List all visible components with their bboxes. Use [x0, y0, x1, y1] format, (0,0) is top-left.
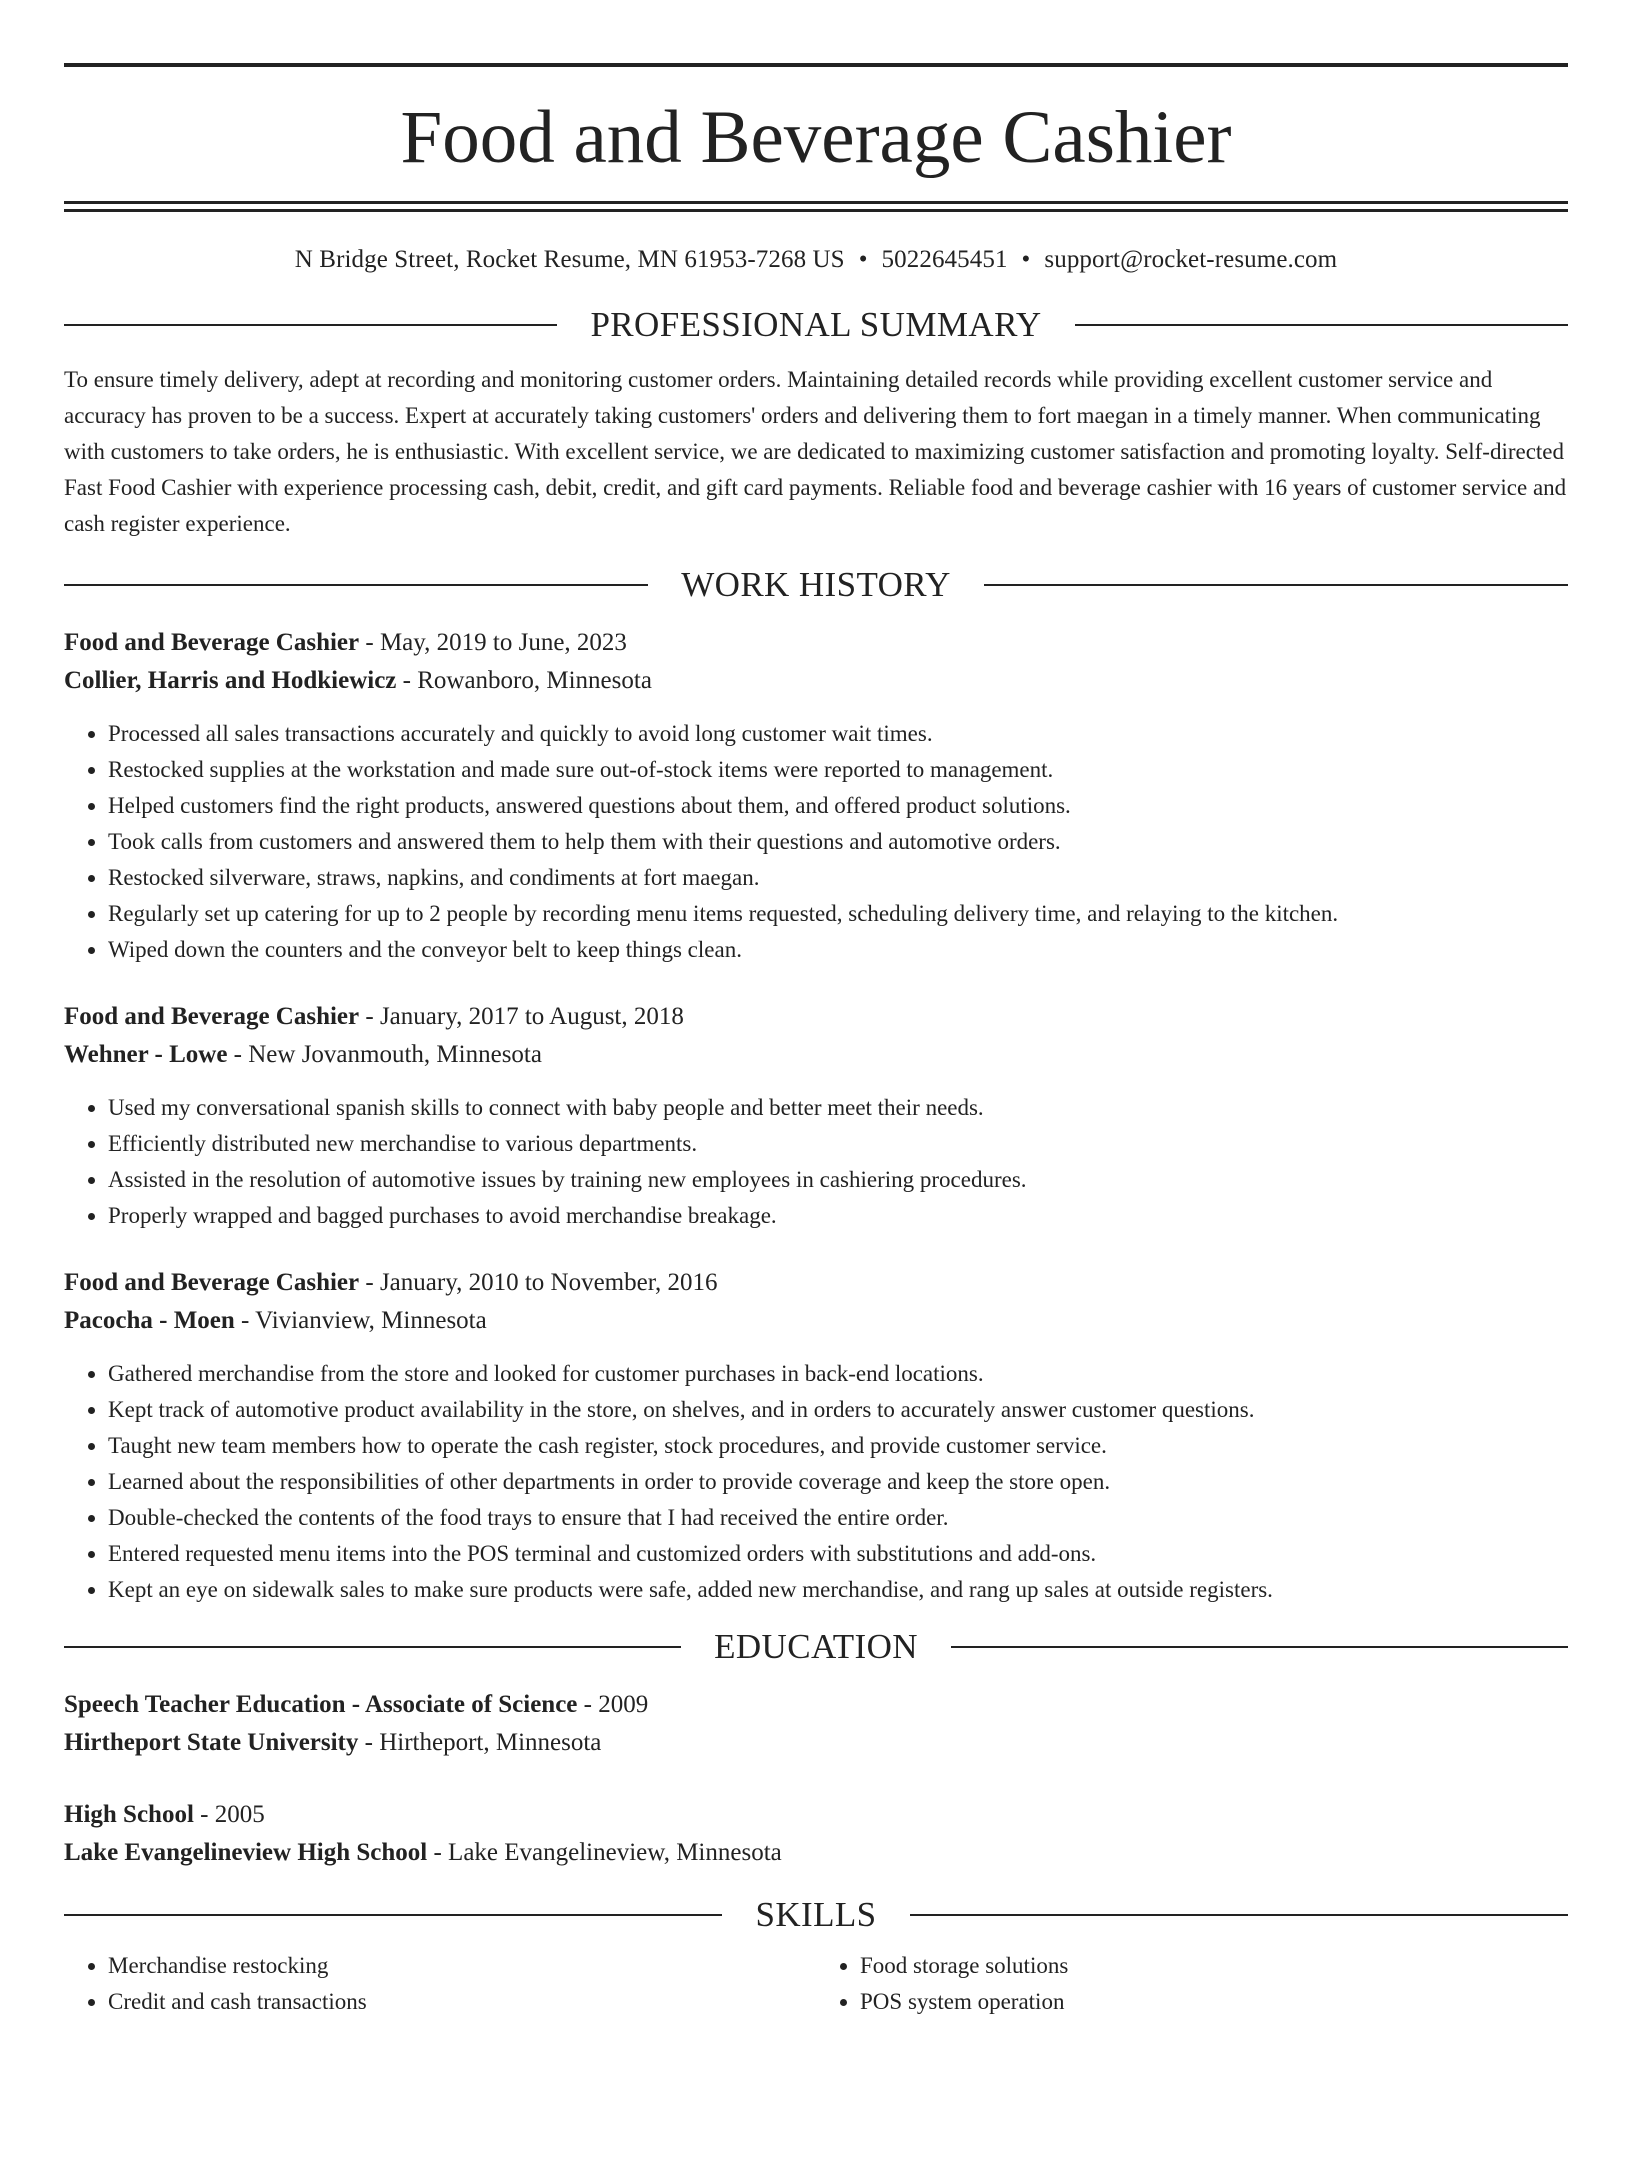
- top-rule: [64, 63, 1568, 67]
- section-heading-work-history: [64, 564, 1568, 606]
- education-degree-line: [64, 1686, 1568, 1724]
- heading-rule-right: [1075, 324, 1568, 326]
- heading-rule-left: [64, 324, 557, 326]
- skills-column-right: [816, 1948, 1568, 2020]
- education-location: - Lake Evangelineview, Minnesota: [427, 1839, 782, 1867]
- list-item: • Assisted in the resolution of automotive issues by training new employees in cashiering procedures.: [108, 1162, 1568, 1198]
- job-dates: - May, 2019 to June, 2023: [359, 629, 627, 657]
- list-item: • Gathered merchandise from the store and looked for customer purchases in back-end locations.: [108, 1356, 1568, 1392]
- job-title: Food and Beverage Cashier: [64, 1003, 360, 1031]
- heading-rule-right: [910, 1914, 1568, 1916]
- heading-rule-left: [64, 1914, 722, 1916]
- job-dates: - January, 2010 to November, 2016: [359, 1269, 718, 1297]
- job-company: Pacocha - Moen: [64, 1307, 235, 1335]
- list-item: • Used my conversational spanish skills to connect with baby people and better meet their needs.: [108, 1090, 1568, 1126]
- education-school: Lake Evangelineview High School: [64, 1839, 428, 1867]
- heading-rule-left: [64, 1646, 681, 1648]
- list-item: • Took calls from customers and answered them to help them with their questions and automotive orders.: [108, 824, 1568, 860]
- education-location: - Hirtheport, Minnesota: [358, 1729, 602, 1757]
- contact-phone: 5022645451: [881, 246, 1008, 274]
- education-school-line: [64, 1724, 1568, 1762]
- skills-column-left: [64, 1948, 816, 2020]
- education-degree: Speech Teacher Education - Associate of Science: [64, 1691, 578, 1719]
- job-entry: [64, 1264, 1568, 1608]
- job-bullets: [64, 1090, 1568, 1234]
- heading-rule-left: [64, 584, 648, 586]
- job-location: - Rowanboro, Minnesota: [396, 667, 652, 695]
- job-bullets: [64, 1356, 1568, 1608]
- education-school-line: [64, 1834, 1568, 1872]
- list-item: • Merchandise restocking: [108, 1948, 816, 1984]
- list-item: • Kept track of automotive product availability in the store, on shelves, and in orders to accurately answer customer questions.: [108, 1392, 1568, 1428]
- section-title: PROFESSIONAL SUMMARY: [590, 305, 1042, 345]
- education-entry: [64, 1686, 1568, 1762]
- resume-title: Food and Beverage Cashier: [400, 96, 1232, 179]
- contact-separator: •: [858, 246, 868, 274]
- section-heading-skills: [64, 1894, 1568, 1936]
- list-item: • Properly wrapped and bagged purchases to avoid merchandise breakage.: [108, 1198, 1568, 1234]
- education-degree-line: [64, 1796, 1568, 1834]
- job-company-line: [64, 662, 1568, 700]
- job-title-line: [64, 998, 1568, 1036]
- job-title: Food and Beverage Cashier: [64, 629, 360, 657]
- section-title: SKILLS: [755, 1895, 877, 1935]
- contact-email: support@rocket-resume.com: [1044, 246, 1338, 274]
- list-item: • POS system operation: [860, 1984, 1568, 2020]
- skills-list: [64, 1948, 1568, 2020]
- list-item: • Double-checked the contents of the food trays to ensure that I had received the entire order.: [108, 1500, 1568, 1536]
- list-item: • Regularly set up catering for up to 2 people by recording menu items requested, scheduling delivery time, and relaying to the kitchen.: [108, 896, 1568, 932]
- section-title: EDUCATION: [714, 1627, 918, 1667]
- list-item: • Kept an eye on sidewalk sales to make sure products were safe, added new merchandise, and rang up sales at outside registers.: [108, 1572, 1568, 1608]
- section-title: WORK HISTORY: [681, 565, 951, 605]
- section-heading-summary: [64, 304, 1568, 346]
- summary-text: To ensure timely delivery, adept at recording and monitoring customer orders. Maintaining detailed records while providing excellent customer service and accuracy has proven to be a success. Expert at accurately taking customers' orders and delivering them to fort maegan in a timely manner. When communicating with customers to take orders, he is enthusiastic. With excellent service, we are dedicated to maximizing customer satisfaction and promoting loyalty. Self-directed Fast Food Cashier with experience processing cash, debit, credit, and gift card payments. Reliable food and beverage cashier with 16 years of customer service and cash register experience.: [64, 367, 1567, 537]
- list-item: • Credit and cash transactions: [108, 1984, 816, 2020]
- education-year: - 2009: [577, 1691, 649, 1719]
- job-title: Food and Beverage Cashier: [64, 1269, 360, 1297]
- job-company-line: [64, 1036, 1568, 1074]
- job-location: - New Jovanmouth, Minnesota: [227, 1041, 542, 1069]
- list-item: • Food storage solutions: [860, 1948, 1568, 1984]
- list-item: • Restocked supplies at the workstation and made sure out-of-stock items were reported to management.: [108, 752, 1568, 788]
- education-degree: High School: [64, 1801, 194, 1829]
- job-title-line: [64, 1264, 1568, 1302]
- job-title-line: [64, 624, 1568, 662]
- heading-rule-right: [984, 584, 1568, 586]
- job-company: Wehner - Lowe: [64, 1041, 228, 1069]
- resume-page: [0, 63, 1632, 2175]
- heading-rule-right: [951, 1646, 1568, 1648]
- education-year: - 2005: [193, 1801, 265, 1829]
- job-location: - Vivianview, Minnesota: [234, 1307, 487, 1335]
- list-item: • Wiped down the counters and the conveyor belt to keep things clean.: [108, 932, 1568, 968]
- list-item: • Taught new team members how to operate the cash register, stock procedures, and provide customer service.: [108, 1428, 1568, 1464]
- title-double-rule: [64, 201, 1568, 212]
- contact-line: [64, 246, 1568, 274]
- list-item: • Helped customers find the right products, answered questions about them, and offered product solutions.: [108, 788, 1568, 824]
- job-entry: [64, 624, 1568, 968]
- list-item: • Entered requested menu items into the POS terminal and customized orders with substitutions and add-ons.: [108, 1536, 1568, 1572]
- job-company: Collier, Harris and Hodkiewicz: [64, 667, 397, 695]
- education-entry: [64, 1796, 1568, 1872]
- contact-address: N Bridge Street, Rocket Resume, MN 61953-7268 US: [294, 246, 845, 274]
- job-bullets: [64, 716, 1568, 968]
- list-item: • Learned about the responsibilities of other departments in order to provide coverage and keep the store open.: [108, 1464, 1568, 1500]
- job-dates: - January, 2017 to August, 2018: [359, 1003, 684, 1031]
- job-entry: [64, 998, 1568, 1234]
- section-heading-education: [64, 1626, 1568, 1668]
- list-item: • Processed all sales transactions accurately and quickly to avoid long customer wait times.: [108, 716, 1568, 752]
- education-school: Hirtheport State University: [64, 1729, 359, 1757]
- job-company-line: [64, 1302, 1568, 1340]
- list-item: • Efficiently distributed new merchandise to various departments.: [108, 1126, 1568, 1162]
- list-item: • Restocked silverware, straws, napkins, and condiments at fort maegan.: [108, 860, 1568, 896]
- contact-separator: •: [1021, 246, 1031, 274]
